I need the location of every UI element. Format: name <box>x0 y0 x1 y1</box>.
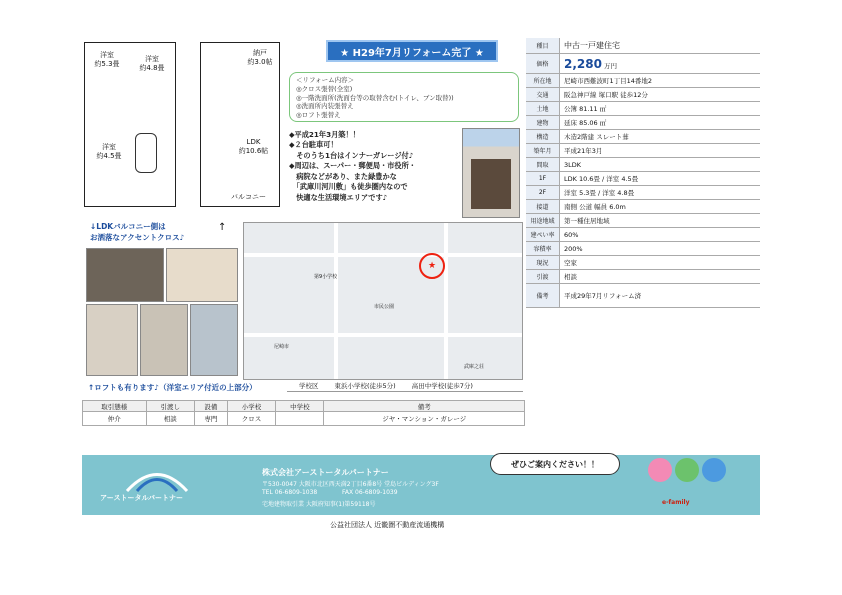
point-line: ◆２台駐車可！ <box>289 140 338 150</box>
table-header: 取引態様 <box>83 401 147 412</box>
reform-banner: ★ H29年7月リフォーム完了 ★ <box>326 40 498 62</box>
cta-bubble: ぜひご案内ください！！ <box>490 453 620 475</box>
bath-photo <box>190 304 238 376</box>
spec-row: 土地 公簿 81.11 ㎡ <box>526 102 760 116</box>
room-label: LDK 約10.6帖 <box>238 138 269 155</box>
reform-title: ＜リフォーム内容＞ <box>296 76 355 84</box>
table-header: 備考 <box>324 401 525 412</box>
school-district <box>287 380 523 392</box>
company-name-en: アーストータルパートナー <box>100 494 183 502</box>
table-cell: 専門 <box>194 412 227 426</box>
garage-car-icon <box>135 133 157 173</box>
mascot-label: e-family <box>662 499 690 506</box>
point-line: ◆平成21年3月築！！ <box>289 130 360 139</box>
table-header: 引渡し <box>146 401 194 412</box>
spec-row: 構造 木造2階建 スレート葺 <box>526 130 760 144</box>
company-address: 〒530-0047 大阪市北区西天満2丁目6番8号 堂島ビルディング3F <box>262 481 439 488</box>
spec-row: 築年月 平成21年3月 <box>526 144 760 158</box>
table-cell <box>276 412 324 426</box>
company-fax: FAX 06-6809-1039 <box>342 489 398 496</box>
room-photo <box>166 248 238 302</box>
spec-row: 備考 平成29年7月リフォーム済 <box>526 284 760 308</box>
point-line: 病院などがあり、また緑豊かな <box>289 171 397 181</box>
map-label: 第9小学校 <box>314 274 338 280</box>
spec-row: 所在地 尼崎市西難波町1丁目14番地2 <box>526 74 760 88</box>
table-cell: ジヤ・マンション・ガレージ <box>324 412 525 426</box>
elementary-school: 東浜小学校(徒歩5分) <box>334 382 396 390</box>
spec-row: 間取 3LDK <box>526 158 760 172</box>
reform-item: ◎一階洗面所(洗面台等の取替含む(トイレ、ブン取替)) <box>296 93 454 102</box>
company-tel: TEL 06-6809-1038 <box>262 489 318 496</box>
reform-box <box>289 72 519 122</box>
exterior-photo <box>462 128 520 218</box>
association-name: 公益社団法人 近畿圏不動産流通機構 <box>330 521 445 529</box>
company-license: 宅地建物取引業 大阪府知事(1)第59118号 <box>262 501 376 508</box>
point-line: 快適な生活環境エリアです♪ <box>289 192 388 202</box>
table-header: 設備 <box>194 401 227 412</box>
map-label: 市民公園 <box>374 304 395 310</box>
spec-row: 接道 南側 公道 幅員 6.0m <box>526 200 760 214</box>
reform-item: ◎ロフト張替え <box>296 111 341 120</box>
location-map <box>243 222 523 380</box>
selling-points <box>289 130 464 203</box>
table-header: 小学校 <box>227 401 275 412</box>
ldk-photo <box>86 248 164 302</box>
price-value: 2,280 <box>564 56 602 71</box>
mascot-icon <box>642 445 732 495</box>
kitchen2-photo <box>140 304 188 376</box>
kitchen-photo <box>86 304 138 376</box>
company-name: 株式会社アーストータルパートナー <box>262 468 389 477</box>
room-label: 洋室 約5.3畳 <box>94 51 120 68</box>
room-label: 洋室 約4.5畳 <box>96 143 122 160</box>
spec-row: 2F 洋室 5.3畳 / 洋室 4.8畳 <box>526 186 760 200</box>
point-line: ◆周辺は、スーパー・郵便局・市役所・ <box>289 161 416 171</box>
table-cell: 仲介 <box>83 412 147 426</box>
company-logo-icon <box>122 463 192 493</box>
room-label: 洋室 約4.8畳 <box>139 55 165 72</box>
loft-caption: ↑ロフトも有ります♪（洋室エリア付近の上部分） <box>88 383 257 392</box>
junior-school: 高田中学校(徒歩7分) <box>411 382 473 390</box>
map-label: 尼崎市 <box>274 344 290 350</box>
floorplan-1f <box>84 42 176 207</box>
table-header: 中学校 <box>276 401 324 412</box>
price-label: 価格 <box>526 54 560 73</box>
spec-row: 容積率 200% <box>526 242 760 256</box>
spec-row: 1F LDK 10.6畳 / 洋室 4.5畳 <box>526 172 760 186</box>
spec-row: 現況 空家 <box>526 256 760 270</box>
floorplan-2f <box>200 42 280 207</box>
location-marker-icon: ★ <box>419 253 445 279</box>
spec-row: 引渡 相談 <box>526 270 760 284</box>
ldk-caption: ↓LDKバルコニー側は お洒落なアクセントクロス♪ <box>90 222 185 242</box>
spec-row: 用途地域 第一種住居地域 <box>526 214 760 228</box>
school-label: 学校区 <box>299 382 319 390</box>
spec-title-row: 種目 中古一戸建住宅 <box>526 38 760 54</box>
room-label: バルコニー <box>231 193 266 201</box>
spec-table <box>526 38 760 308</box>
table-cell: 相談 <box>146 412 194 426</box>
spec-row: 建ぺい率 60% <box>526 228 760 242</box>
spec-row: 交通 阪急神戸線 塚口駅 徒歩12分 <box>526 88 760 102</box>
room-label: 納戸 約3.0帖 <box>247 49 273 66</box>
reform-item: ◎洗面所内装張替え <box>296 102 354 111</box>
map-label: 武庫之荘 <box>464 364 485 370</box>
company-footer <box>82 455 760 515</box>
price-unit: 万円 <box>604 61 618 70</box>
point-line: 「武庫川河川敷」も徒歩圏内なので <box>289 182 408 192</box>
point-line: そのうち1台はインナーガレージ付♪ <box>289 150 414 160</box>
terms-table <box>82 400 525 426</box>
reform-item: ◎クロス張替(全室) <box>296 84 353 93</box>
spec-row: 建物 延床 85.06 ㎡ <box>526 116 760 130</box>
compass-icon: ↑ <box>218 222 227 233</box>
spec-price-row <box>526 54 760 74</box>
table-cell: クロス <box>227 412 275 426</box>
property-type: 中古一戸建住宅 <box>564 41 620 50</box>
